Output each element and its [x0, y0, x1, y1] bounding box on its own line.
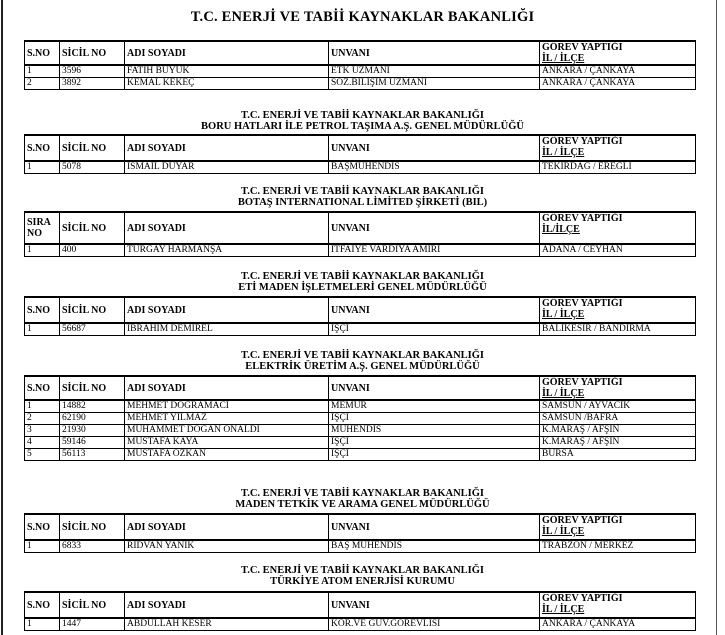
column-header: ADI SOYADI	[125, 514, 329, 540]
column-header-location	[540, 297, 696, 323]
section-title-line: TÜRKİYE ATOM ENERJİSİ KURUMU	[270, 576, 455, 587]
table-header-row	[25, 376, 696, 400]
section-title	[0, 110, 725, 132]
page-title: T.C. ENERJİ VE TABİİ KAYNAKLAR BAKANLIĞI	[190, 9, 535, 25]
table-header-row	[25, 212, 696, 244]
column-header-gorev: GÖREV YAPTIĞI	[542, 298, 623, 309]
row-no: 1	[25, 244, 60, 257]
title: İTFAİYE VARDİYA AMİRİ	[329, 244, 540, 257]
column-header-gorev: GÖREV YAPTIĞI	[542, 593, 623, 604]
column-header: S.NO	[25, 135, 60, 161]
column-header: ADI SOYADI	[125, 376, 329, 400]
column-header: ADI SOYADI	[125, 297, 329, 323]
location: TRABZON / MERKEZ	[540, 540, 696, 553]
row-no: 1	[25, 65, 60, 78]
full-name: MEHMET DOĞRAMACI	[125, 400, 329, 413]
column-header-location	[540, 514, 696, 540]
column-header-il-ilce: İL / İLÇE	[542, 53, 585, 64]
location: TEKİRDAĞ / EREĞLİ	[540, 161, 696, 174]
column-header: SIRA NO	[25, 212, 60, 244]
column-header-il-ilce: İL / İLÇE	[542, 526, 585, 537]
sicil-no: 3596	[60, 65, 125, 78]
section-title-line: T.C. ENERJİ VE TABİİ KAYNAKLAR BAKANLIĞI	[240, 350, 484, 361]
full-name: İBRAHİM DEMİREL	[125, 323, 329, 336]
sicil-no: 59146	[60, 437, 125, 449]
row-no: 2	[25, 413, 60, 425]
column-header: UNVANI	[329, 592, 540, 618]
location: BALIKESİR / BANDIRMA	[540, 323, 696, 336]
sicil-no: 14882	[60, 400, 125, 413]
column-header: UNVANI	[329, 514, 540, 540]
column-header: ADI SOYADI	[125, 212, 329, 244]
title: MEMUR	[329, 400, 540, 413]
row-no: 1	[25, 161, 60, 174]
column-header-gorev: GÖREV YAPTIĞI	[542, 213, 623, 224]
staff-table	[24, 211, 696, 257]
column-header: S.NO	[25, 514, 60, 540]
location: ANKARA / ÇANKAYA	[540, 78, 696, 90]
row-no: 3	[25, 425, 60, 437]
column-header: UNVANI	[329, 135, 540, 161]
table-row	[25, 400, 696, 413]
table-row	[25, 425, 696, 437]
table-header-row	[25, 514, 696, 540]
table-row	[25, 413, 696, 425]
section-title-line: BOTAŞ INTERNATIONAL LİMİTED ŞİRKETİ (BIL)	[237, 197, 488, 208]
staff-table	[24, 591, 696, 631]
row-no: 4	[25, 437, 60, 449]
table-row	[25, 323, 696, 336]
section-title-line: T.C. ENERJİ VE TABİİ KAYNAKLAR BAKANLIĞI	[240, 110, 484, 121]
title: İŞÇİ	[329, 323, 540, 336]
title: ETK UZMANI	[329, 65, 540, 78]
sicil-no: 56113	[60, 449, 125, 461]
table-header-row	[25, 135, 696, 161]
column-header-location	[540, 41, 696, 65]
section-title	[0, 488, 725, 510]
title: İŞÇİ	[329, 413, 540, 425]
location: ANKARA / ÇANKAYA	[540, 618, 696, 631]
title: MÜHENDİS	[329, 425, 540, 437]
section-title	[0, 271, 725, 293]
location: SAMSUN / AYVACIK	[540, 400, 696, 413]
column-header: S.NO	[25, 41, 60, 65]
column-header: SİCİL NO	[60, 135, 125, 161]
row-no: 1	[25, 323, 60, 336]
location: K.MARAŞ / AFŞİN	[540, 437, 696, 449]
title: İŞÇİ	[329, 437, 540, 449]
column-header: UNVANI	[329, 376, 540, 400]
column-header: SİCİL NO	[60, 41, 125, 65]
location: K.MARAŞ / AFŞİN	[540, 425, 696, 437]
sicil-no: 56687	[60, 323, 125, 336]
row-no: 1	[25, 618, 60, 631]
column-header: UNVANI	[329, 212, 540, 244]
column-header: ADI SOYADI	[125, 135, 329, 161]
sicil-no: 400	[60, 244, 125, 257]
staff-table	[24, 296, 696, 336]
table-row	[25, 437, 696, 449]
sicil-no: 21930	[60, 425, 125, 437]
title: SÖZ.BİLİŞİM UZMANI	[329, 78, 540, 90]
column-header-il-ilce: İL/İLÇE	[542, 224, 580, 235]
column-header: SİCİL NO	[60, 514, 125, 540]
column-header: S.NO	[25, 297, 60, 323]
column-header-location	[540, 212, 696, 244]
column-header: UNVANI	[329, 41, 540, 65]
table-row	[25, 618, 696, 631]
column-header-gorev: GÖREV YAPTIĞI	[542, 136, 623, 147]
location: ANKARA / ÇANKAYA	[540, 65, 696, 78]
section-title	[0, 350, 725, 372]
column-header-gorev: GÖREV YAPTIĞI	[542, 377, 623, 388]
section-title-line: MADEN TETKİK VE ARAMA GENEL MÜDÜRLÜĞÜ	[235, 499, 490, 510]
table-row	[25, 449, 696, 461]
row-no: 2	[25, 78, 60, 90]
staff-table	[24, 375, 696, 461]
location: ADANA / CEYHAN	[540, 244, 696, 257]
section-title	[0, 186, 725, 208]
column-header-il-ilce: İL / İLÇE	[542, 604, 585, 615]
column-header-location	[540, 135, 696, 161]
full-name: RIDVAN YANIK	[125, 540, 329, 553]
sicil-no: 5078	[60, 161, 125, 174]
column-header-il-ilce: İL / İLÇE	[542, 388, 585, 399]
full-name: MUHAMMET DOĞAN ÖNALDI	[125, 425, 329, 437]
row-no: 5	[25, 449, 60, 461]
sicil-no: 6833	[60, 540, 125, 553]
column-header-gorev: GÖREV YAPTIĞI	[542, 42, 623, 53]
table-row	[25, 78, 696, 90]
column-header: SİCİL NO	[60, 592, 125, 618]
full-name: MUSTAFA ÖZKAN	[125, 449, 329, 461]
section-title-line: ELEKTRİK ÜRETİM A.Ş. GENEL MÜDÜRLÜĞÜ	[245, 361, 480, 372]
column-header-il-ilce: İL / İLÇE	[542, 309, 585, 320]
table-header-row	[25, 592, 696, 618]
section-title-line: T.C. ENERJİ VE TABİİ KAYNAKLAR BAKANLIĞI	[240, 565, 484, 576]
full-name: MUSTAFA KAYA	[125, 437, 329, 449]
table-row	[25, 244, 696, 257]
title: BAŞ MÜHENDİS	[329, 540, 540, 553]
column-header-gorev: GÖREV YAPTIĞI	[542, 515, 623, 526]
table-header-row	[25, 297, 696, 323]
column-header-location	[540, 592, 696, 618]
section-title-line: T.C. ENERJİ VE TABİİ KAYNAKLAR BAKANLIĞI	[240, 271, 484, 282]
column-header-location	[540, 376, 696, 400]
table-row	[25, 161, 696, 174]
title: BAŞMÜHENDİS	[329, 161, 540, 174]
staff-table	[24, 40, 696, 90]
row-no: 1	[25, 400, 60, 413]
staff-table	[24, 134, 696, 174]
column-header: SİCİL NO	[60, 297, 125, 323]
title: KOR.VE GÜV.GÖREVLİSİ	[329, 618, 540, 631]
full-name: KEMAL KEKEÇ	[125, 78, 329, 90]
full-name: İSMAİL DUYAR	[125, 161, 329, 174]
location: BURSA	[540, 449, 696, 461]
full-name: MEHMET YILMAZ	[125, 413, 329, 425]
section-title-line: T.C. ENERJİ VE TABİİ KAYNAKLAR BAKANLIĞI	[240, 488, 484, 499]
full-name: ABDULLAH KESER	[125, 618, 329, 631]
section-title-line: T.C. ENERJİ VE TABİİ KAYNAKLAR BAKANLIĞI	[240, 186, 484, 197]
column-header: ADI SOYADI	[125, 41, 329, 65]
row-no: 1	[25, 540, 60, 553]
table-row	[25, 540, 696, 553]
table-row	[25, 65, 696, 78]
column-header: S.NO	[25, 376, 60, 400]
column-header: SİCİL NO	[60, 212, 125, 244]
sicil-no: 3892	[60, 78, 125, 90]
full-name: TURGAY HARMANŞA	[125, 244, 329, 257]
column-header: ADI SOYADI	[125, 592, 329, 618]
section-title-line: ETİ MADEN İŞLETMELERİ GENEL MÜDÜRLÜĞÜ	[238, 282, 487, 293]
location: SAMSUN /BAFRA	[540, 413, 696, 425]
column-header-il-ilce: İL / İLÇE	[542, 147, 585, 158]
table-header-row	[25, 41, 696, 65]
section-title	[0, 565, 725, 587]
column-header: SİCİL NO	[60, 376, 125, 400]
column-header: UNVANI	[329, 297, 540, 323]
title: İŞÇİ	[329, 449, 540, 461]
column-header: S.NO	[25, 592, 60, 618]
staff-table	[24, 513, 696, 553]
section-title-line: BORU HATLARI İLE PETROL TAŞIMA A.Ş. GENEL MÜDÜRLÜĞÜ	[201, 121, 524, 132]
full-name: FATİH BÜYÜK	[125, 65, 329, 78]
sicil-no: 1447	[60, 618, 125, 631]
sicil-no: 62190	[60, 413, 125, 425]
